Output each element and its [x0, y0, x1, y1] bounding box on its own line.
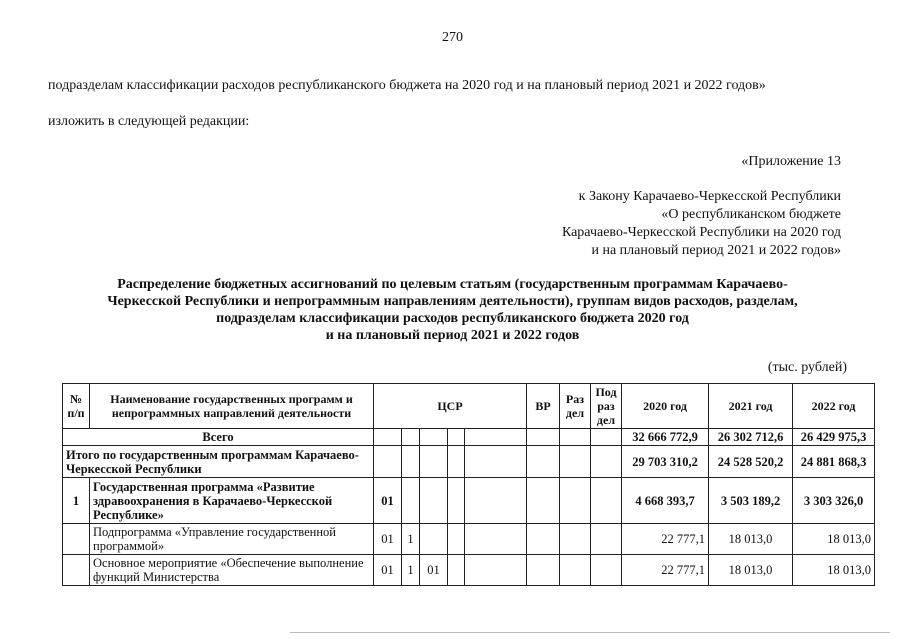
- document-heading: [60, 276, 845, 344]
- row-num: [63, 555, 90, 586]
- row-2020: 22 777,1: [622, 524, 709, 555]
- row-2020: 4 668 393,7: [622, 478, 709, 524]
- units-label: (тыс. рублей): [767, 360, 847, 375]
- header-2020: 2020 год: [622, 384, 709, 429]
- row-2022: 18 013,0: [793, 555, 875, 586]
- programs-total-2022: 24 881 868,3: [793, 446, 875, 478]
- row-csr-activity: [420, 524, 448, 555]
- row-2021: 3 503 189,2: [709, 478, 793, 524]
- programs-total-label: Итого по государственным программам Карачаево-Черкесской Республики: [63, 446, 374, 478]
- row-csr-subprogram: [402, 478, 420, 524]
- row-2020: 22 777,1: [622, 555, 709, 586]
- row-2022: 18 013,0: [793, 524, 875, 555]
- total-2022: 26 429 975,3: [793, 429, 875, 446]
- budget-table: [62, 383, 875, 586]
- header-num: № п/п: [63, 384, 90, 429]
- heading-line: подразделам классификации расходов республиканского бюджета 2020 год: [216, 311, 689, 326]
- programs-total-2021: 24 528 520,2: [709, 446, 793, 478]
- appendix-subtitle-line: к Закону Карачаево-Черкесской Республики: [578, 189, 841, 204]
- total-2021: 26 302 712,6: [709, 429, 793, 446]
- row-csr-program: 01: [374, 478, 402, 524]
- row-num: 1: [63, 478, 90, 524]
- row-csr-subprogram: 1: [402, 524, 420, 555]
- page-number: 270: [442, 30, 463, 45]
- row-name: Государственная программа «Развитие здравоохранения в Карачаево-Черкесской Республике»: [90, 478, 374, 524]
- total-2020: 32 666 772,9: [622, 429, 709, 446]
- row-2022: 3 303 326,0: [793, 478, 875, 524]
- header-podrazdel: Под раз дел: [591, 384, 622, 429]
- row-num: [63, 524, 90, 555]
- programs-total-2020: 29 703 310,2: [622, 446, 709, 478]
- appendix-subtitle-line: и на плановый период 2021 и 2022 годов»: [591, 243, 841, 258]
- table-row: [63, 555, 875, 586]
- heading-line: и на плановый период 2021 и 2022 годов: [325, 328, 580, 343]
- row-2021: 18 013,0: [709, 524, 793, 555]
- header-razdel: Раз дел: [560, 384, 591, 429]
- header-name: Наименование государственных программ и непрограммных направлений деятельности: [90, 384, 374, 429]
- appendix-subtitle: [562, 188, 841, 260]
- intro-paragraph-continuation: изложить в следующей редакции:: [48, 114, 250, 129]
- heading-line: Черкесской Республики и непрограммным направлениям деятельности), группам видов расходов, разделам,: [107, 294, 798, 309]
- header-2021: 2021 год: [709, 384, 793, 429]
- row-name: Основное мероприятие «Обеспечение выполнение функций Министерства: [90, 555, 374, 586]
- table-row: [63, 524, 875, 555]
- table-row-programs-total: [63, 446, 875, 478]
- header-2022: 2022 год: [793, 384, 875, 429]
- row-2021: 18 013,0: [709, 555, 793, 586]
- row-csr-program: 01: [374, 524, 402, 555]
- row-csr-subprogram: 1: [402, 555, 420, 586]
- total-label: Всего: [63, 429, 374, 446]
- intro-paragraph: подразделам классификации расходов республиканского бюджета на 2020 год и на плановый период 2021 и 2022 годов»: [48, 78, 766, 93]
- appendix-subtitle-line: «О республиканском бюджете: [661, 207, 841, 222]
- header-csr: ЦСР: [374, 384, 527, 429]
- scan-edge-line: [290, 632, 890, 633]
- row-csr-program: 01: [374, 555, 402, 586]
- table-header-row: [63, 384, 875, 429]
- table-row-total: [63, 429, 875, 446]
- heading-line: Распределение бюджетных ассигнований по целевым статьям (государственным программам Карачаево-: [117, 277, 788, 292]
- appendix-subtitle-line: Карачаево-Черкесской Республики на 2020 год: [561, 225, 841, 240]
- row-csr-activity: [420, 478, 448, 524]
- appendix-title: «Приложение 13: [741, 154, 841, 169]
- row-csr-activity: 01: [420, 555, 448, 586]
- header-vr: ВР: [527, 384, 560, 429]
- table-row: [63, 478, 875, 524]
- row-name: Подпрограмма «Управление государственной программой»: [90, 524, 374, 555]
